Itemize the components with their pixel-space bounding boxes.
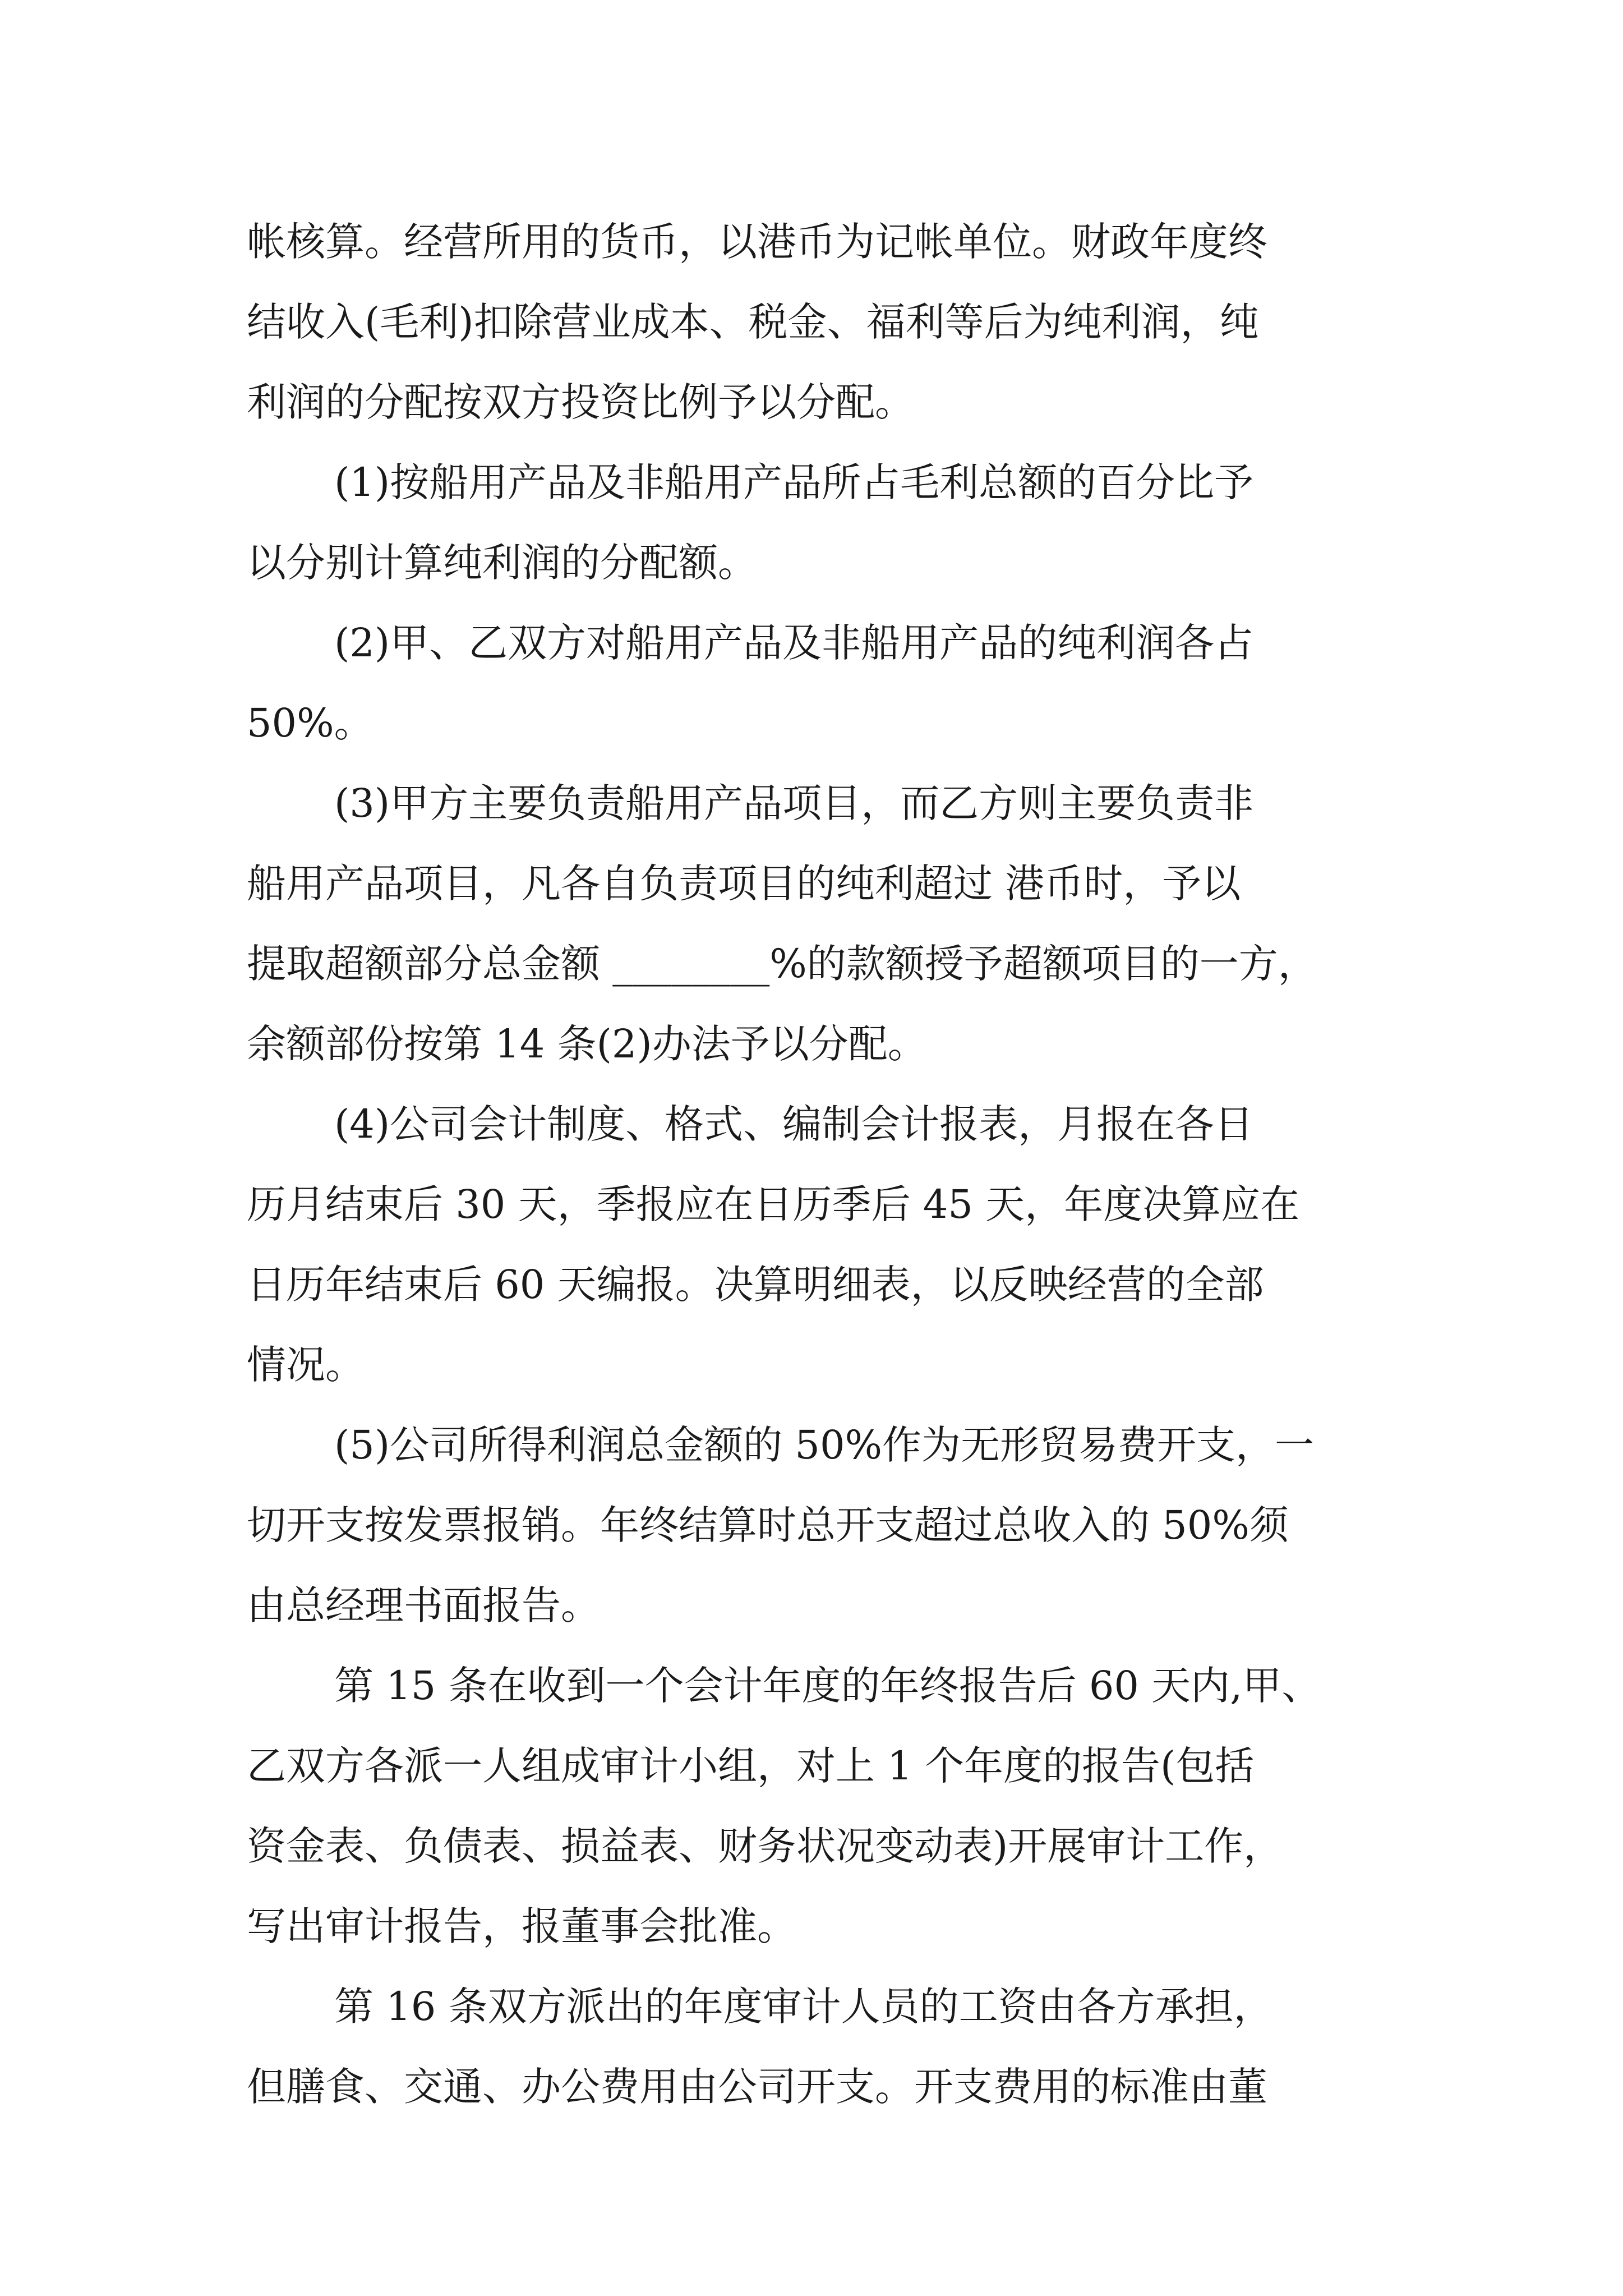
text-line: 余额部份按第 14 条(2)办法予以分配。: [247, 1021, 927, 1067]
text-line: 第 16 条双方派出的年度审计人员的工资由各方承担，: [334, 1984, 1273, 2030]
text-line: 利润的分配按双方投资比例予以分配。: [247, 379, 914, 425]
text-line: (1)按船用产品及非船用产品所占毛利总额的百分比予: [334, 459, 1254, 505]
text-line: 帐核算。经营所用的货币，以港币为记帐单位。财政年度终: [247, 219, 1267, 265]
text-line: 写出审计报告，报董事会批准。: [247, 1903, 796, 1949]
text-line: 日历年结束后 60 天编报。决算明细表，以反映经营的全部: [247, 1262, 1264, 1308]
text-line: 切开支按发票报销。年终结算时总开支超过总收入的 50%须: [247, 1502, 1289, 1548]
text-line: 以分别计算纯利润的分配额。: [247, 540, 757, 586]
text-line: 历月结束后 30 天，季报应在日历季后 45 天，年度决算应在: [247, 1181, 1300, 1227]
text-line: (2)甲、乙双方对船用产品及非船用产品的纯利润各占: [334, 620, 1254, 666]
text-line: 50%。: [247, 700, 374, 746]
text-line: 第 15 条在收到一个会计年度的年终报告后 60 天内,甲、: [334, 1663, 1321, 1709]
text-line: 船用产品项目，凡各自负责项目的纯利超过 港币时，予以: [247, 861, 1241, 907]
text-line: (3)甲方主要负责船用产品项目，而乙方则主要负责非: [334, 780, 1254, 826]
document-body: [247, 202, 1402, 2127]
text-line: 情况。: [247, 1342, 365, 1388]
text-line: 资金表、负债表、损益表、财务状况变动表)开展审计工作，: [247, 1823, 1283, 1869]
text-line: 由总经理书面报告。: [247, 1582, 600, 1628]
text-line: 提取超额部分总金额 ________%的款额授予超额项目的一方，: [247, 941, 1317, 987]
text-line: 但膳食、交通、办公费用由公司开支。开支费用的标准由董: [247, 2064, 1267, 2110]
text-line: (5)公司所得利润总金额的 50%作为无形贸易费开支，一: [334, 1422, 1314, 1468]
text-line: 乙双方各派一人组成审计小组，对上 1 个年度的报告(包括: [247, 1743, 1255, 1789]
text-line: (4)公司会计制度、格式、编制会计报表，月报在各日: [334, 1101, 1254, 1147]
text-line: 结收入(毛利)扣除营业成本、税金、福利等后为纯利润，纯: [247, 299, 1259, 345]
